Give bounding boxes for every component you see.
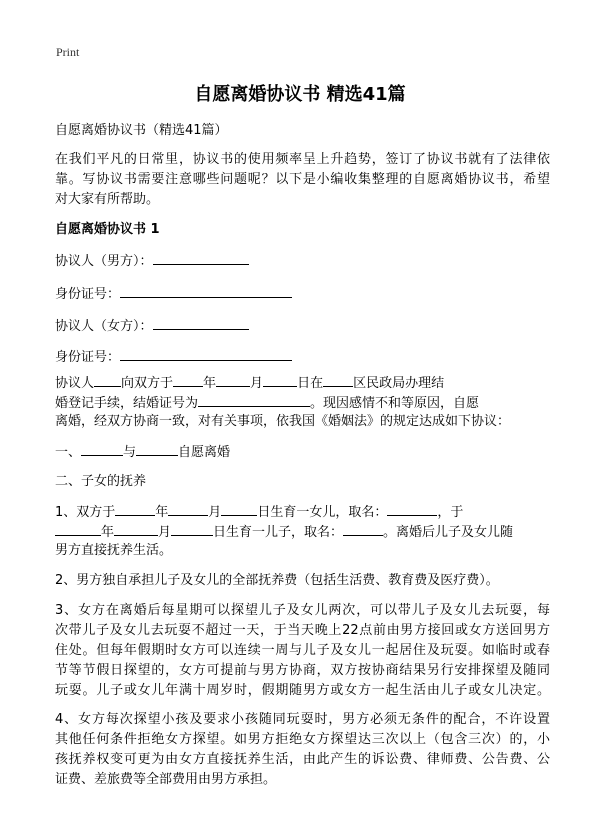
item-one [55, 441, 550, 463]
clause-line: 男方直接抚养生活。 [55, 543, 173, 558]
blank-line[interactable] [81, 441, 123, 456]
blank-line[interactable] [120, 283, 292, 298]
field-party-male [55, 250, 550, 272]
clause-line: 孩抚养权变可更为由女方直接抚养生活，由此产生的诉讼费、律师费、公告费、公 [55, 752, 550, 767]
blank-line[interactable] [120, 346, 292, 361]
clause-line: 3、女方在离婚后每星期可以探望儿子及女儿两次，可以带儿子及女儿去玩耍，每 [55, 603, 550, 618]
blank-line[interactable] [387, 501, 437, 516]
text: 日生育一儿子，取名： [213, 525, 344, 540]
text: ，于 [437, 505, 464, 520]
intro-line: 靠。写协议书需要注意哪些问题呢？以下是小编收集整理的自愿离婚协议书，希望 [55, 172, 550, 187]
text: 区民政局办理结 [353, 376, 445, 391]
text: 与 [123, 445, 137, 460]
document-subtitle: 自愿离婚协议书（精选41篇） [55, 123, 228, 138]
para-line: 离婚，经双方协商一致，对有关事项，依我国《婚姻法》的规定达成如下协议： [55, 414, 511, 429]
intro-line: 对大家有所帮助。 [55, 192, 160, 207]
field-id-no-2 [55, 346, 550, 368]
clause-line: 4、女方每次探望小孩及要求小孩随同玩耍时，男方必须无条件的配合，不许设置 [55, 712, 550, 727]
text: 自愿离婚 [178, 445, 231, 460]
blank-line[interactable] [323, 372, 353, 387]
text: 月 [208, 505, 222, 520]
blank-line[interactable] [55, 521, 101, 536]
blank-line[interactable] [94, 372, 121, 387]
clause-line [55, 501, 550, 523]
clause-line: 玩耍。儿子或女儿年满十周岁时，假期随男方或女方一起生活由儿子或女儿决定。 [55, 683, 550, 698]
para-line [55, 392, 550, 414]
print-label[interactable]: Print [56, 45, 80, 59]
text: 年 [101, 525, 115, 540]
clause-line: 住处。但每年假期时女方可以连续一周与儿子及女儿一起居住及玩耍。如临时或春 [55, 643, 550, 658]
field-party-female [55, 315, 550, 337]
blank-line[interactable] [168, 501, 208, 516]
intro-line: 在我们平凡的日常里，协议书的使用频率呈上升趋势，签订了协议书就有了法律依 [55, 152, 550, 167]
text: 婚登记手续，结婚证号为 [55, 396, 199, 411]
text: 年 [155, 505, 169, 520]
item-two: 二、子女的抚养 [55, 474, 147, 489]
field-label: 身份证号： [55, 350, 121, 365]
text: 日在 [297, 376, 324, 391]
blank-line[interactable] [114, 521, 158, 536]
section-heading: 自愿离婚协议书 1 [55, 222, 160, 237]
document-title: 自愿离婚协议书 精选41篇 [194, 84, 406, 105]
text: 。现因感情不和等原因，自愿 [310, 396, 480, 411]
field-label: 身份证号： [55, 287, 121, 302]
field-label: 协议人（女方）： [55, 319, 153, 334]
field-id-no-1 [55, 283, 550, 305]
blank-line[interactable] [153, 315, 249, 330]
para-line [55, 372, 550, 394]
text: 。离婚后儿子及女儿随 [383, 525, 514, 540]
blank-line[interactable] [173, 372, 203, 387]
text: 年 [203, 376, 217, 391]
clause-2: 2、男方独自承担儿子及女儿的全部抚养费（包括生活费、教育费及医疗费）。 [55, 573, 499, 588]
clause-line: 证费、差旅费等全部费用由男方承担。 [55, 772, 277, 787]
text: 1、双方于 [55, 505, 116, 520]
blank-line[interactable] [343, 521, 383, 536]
blank-line[interactable] [136, 441, 178, 456]
blank-line[interactable] [198, 392, 310, 407]
text: 向双方于 [121, 376, 174, 391]
text: 一、 [55, 445, 82, 460]
clause-line: 次带儿子及女儿去玩耍不超过一天，于当天晚上22点前由男方接回或女方送回男方 [55, 623, 550, 638]
blank-line[interactable] [171, 521, 213, 536]
field-label: 协议人（男方）： [55, 254, 153, 269]
text: 协议人 [55, 376, 95, 391]
text: 月 [250, 376, 264, 391]
blank-line[interactable] [115, 501, 155, 516]
clause-line [55, 521, 550, 543]
clause-line: 节等节假日探望的，女方可提前与男方协商，双方按协商结果另行安排探望及随同 [55, 663, 550, 678]
clause-line: 其他任何条件拒绝女方探望。如男方拒绝女方探望达三次以上（包含三次）的，小 [55, 732, 550, 747]
blank-line[interactable] [216, 372, 250, 387]
text: 日生育一女儿，取名： [257, 505, 388, 520]
blank-line[interactable] [221, 501, 257, 516]
text: 月 [158, 525, 172, 540]
blank-line[interactable] [263, 372, 297, 387]
blank-line[interactable] [153, 250, 249, 265]
